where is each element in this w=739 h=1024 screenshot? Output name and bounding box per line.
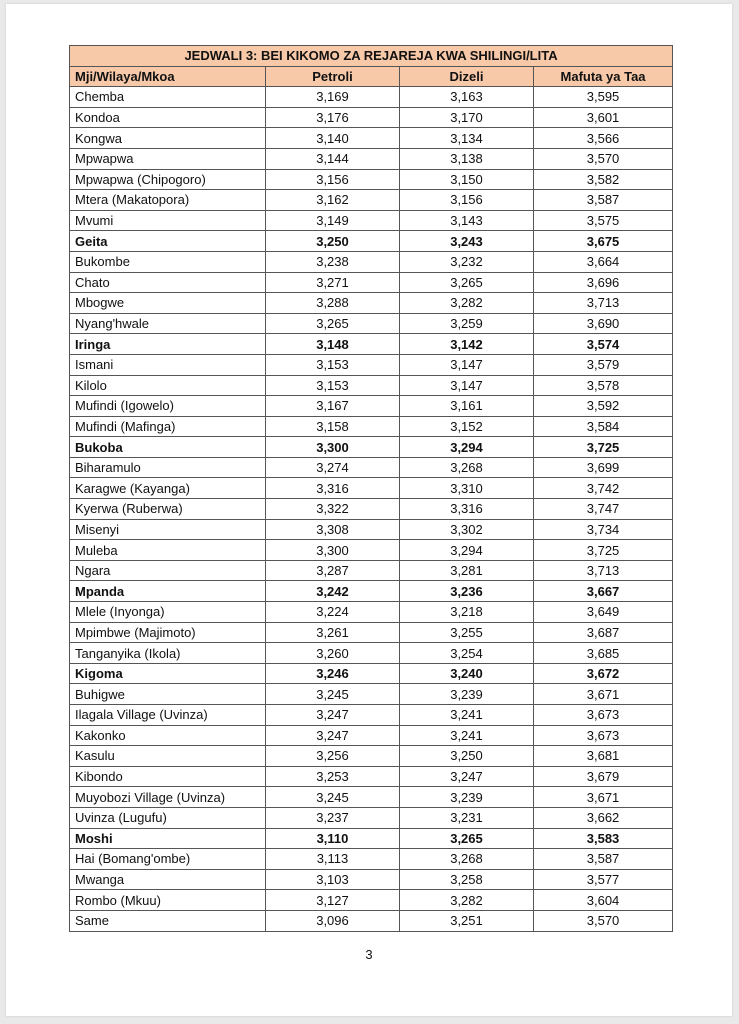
table-row xyxy=(70,910,673,931)
cell-mafuta-ya-taa: 3,583 xyxy=(534,828,673,849)
cell-location: Geita xyxy=(70,231,266,252)
table-row xyxy=(70,684,673,705)
cell-petroli: 3,247 xyxy=(266,725,400,746)
cell-petroli: 3,140 xyxy=(266,128,400,149)
cell-mafuta-ya-taa: 3,578 xyxy=(534,375,673,396)
cell-dizeli: 3,163 xyxy=(400,87,534,108)
cell-petroli: 3,287 xyxy=(266,560,400,581)
cell-dizeli: 3,255 xyxy=(400,622,534,643)
cell-dizeli: 3,268 xyxy=(400,849,534,870)
cell-petroli: 3,238 xyxy=(266,251,400,272)
cell-petroli: 3,162 xyxy=(266,190,400,211)
cell-petroli: 3,271 xyxy=(266,272,400,293)
cell-mafuta-ya-taa: 3,570 xyxy=(534,148,673,169)
page-number: 3 xyxy=(365,947,373,962)
table-row xyxy=(70,499,673,520)
cell-mafuta-ya-taa: 3,679 xyxy=(534,766,673,787)
cell-dizeli: 3,150 xyxy=(400,169,534,190)
cell-dizeli: 3,218 xyxy=(400,602,534,623)
table-row xyxy=(70,766,673,787)
table-row xyxy=(70,869,673,890)
table-row xyxy=(70,416,673,437)
cell-petroli: 3,158 xyxy=(266,416,400,437)
table-body xyxy=(70,87,673,931)
cell-location: Mbogwe xyxy=(70,293,266,314)
cell-location: Mufindi (Mafinga) xyxy=(70,416,266,437)
cell-petroli: 3,096 xyxy=(266,910,400,931)
cell-petroli: 3,169 xyxy=(266,87,400,108)
cell-location: Mwanga xyxy=(70,869,266,890)
cell-mafuta-ya-taa: 3,725 xyxy=(534,540,673,561)
cell-petroli: 3,260 xyxy=(266,643,400,664)
cell-location: Kigoma xyxy=(70,663,266,684)
cell-location: Same xyxy=(70,910,266,931)
cell-mafuta-ya-taa: 3,579 xyxy=(534,354,673,375)
cell-petroli: 3,153 xyxy=(266,354,400,375)
cell-dizeli: 3,152 xyxy=(400,416,534,437)
cell-mafuta-ya-taa: 3,667 xyxy=(534,581,673,602)
table-row xyxy=(70,705,673,726)
cell-dizeli: 3,243 xyxy=(400,231,534,252)
cell-location: Muleba xyxy=(70,540,266,561)
cell-petroli: 3,176 xyxy=(266,107,400,128)
cell-dizeli: 3,138 xyxy=(400,148,534,169)
table-row xyxy=(70,643,673,664)
cell-mafuta-ya-taa: 3,687 xyxy=(534,622,673,643)
cell-mafuta-ya-taa: 3,649 xyxy=(534,602,673,623)
cell-location: Rombo (Mkuu) xyxy=(70,890,266,911)
cell-petroli: 3,110 xyxy=(266,828,400,849)
cell-petroli: 3,250 xyxy=(266,231,400,252)
cell-location: Karagwe (Kayanga) xyxy=(70,478,266,499)
cell-location: Mpwapwa xyxy=(70,148,266,169)
cell-petroli: 3,148 xyxy=(266,334,400,355)
cell-location: Bukombe xyxy=(70,251,266,272)
cell-location: Ismani xyxy=(70,354,266,375)
cell-location: Bukoba xyxy=(70,437,266,458)
table-row xyxy=(70,190,673,211)
cell-dizeli: 3,147 xyxy=(400,354,534,375)
table-row xyxy=(70,375,673,396)
cell-dizeli: 3,156 xyxy=(400,190,534,211)
cell-petroli: 3,308 xyxy=(266,519,400,540)
cell-petroli: 3,247 xyxy=(266,705,400,726)
cell-mafuta-ya-taa: 3,685 xyxy=(534,643,673,664)
cell-location: Kilolo xyxy=(70,375,266,396)
cell-mafuta-ya-taa: 3,601 xyxy=(534,107,673,128)
table-row xyxy=(70,787,673,808)
cell-location: Chato xyxy=(70,272,266,293)
header-location: Mji/Wilaya/Mkoa xyxy=(70,66,266,87)
cell-dizeli: 3,232 xyxy=(400,251,534,272)
cell-location: Mpwapwa (Chipogoro) xyxy=(70,169,266,190)
cell-mafuta-ya-taa: 3,577 xyxy=(534,869,673,890)
table-row xyxy=(70,725,673,746)
cell-mafuta-ya-taa: 3,742 xyxy=(534,478,673,499)
table-row-region xyxy=(70,334,673,355)
table-title: JEDWALI 3: BEI KIKOMO ZA REJAREJA KWA SHILINGI/LITA xyxy=(70,46,673,67)
header-petroli: Petroli xyxy=(266,66,400,87)
cell-dizeli: 3,250 xyxy=(400,746,534,767)
cell-dizeli: 3,142 xyxy=(400,334,534,355)
cell-location: Mufindi (Igowelo) xyxy=(70,396,266,417)
cell-petroli: 3,156 xyxy=(266,169,400,190)
table-title-row xyxy=(70,46,673,67)
cell-dizeli: 3,231 xyxy=(400,807,534,828)
cell-petroli: 3,224 xyxy=(266,602,400,623)
table-row-region xyxy=(70,437,673,458)
cell-location: Ilagala Village (Uvinza) xyxy=(70,705,266,726)
cell-location: Misenyi xyxy=(70,519,266,540)
table-row xyxy=(70,210,673,231)
table-row xyxy=(70,890,673,911)
cell-dizeli: 3,282 xyxy=(400,293,534,314)
cell-dizeli: 3,240 xyxy=(400,663,534,684)
cell-mafuta-ya-taa: 3,696 xyxy=(534,272,673,293)
cell-location: Kasulu xyxy=(70,746,266,767)
cell-mafuta-ya-taa: 3,747 xyxy=(534,499,673,520)
table-row xyxy=(70,272,673,293)
cell-mafuta-ya-taa: 3,681 xyxy=(534,746,673,767)
table-row xyxy=(70,457,673,478)
cell-petroli: 3,300 xyxy=(266,437,400,458)
cell-petroli: 3,113 xyxy=(266,849,400,870)
cell-dizeli: 3,241 xyxy=(400,725,534,746)
cell-petroli: 3,253 xyxy=(266,766,400,787)
cell-dizeli: 3,170 xyxy=(400,107,534,128)
table-row xyxy=(70,746,673,767)
cell-location: Mpimbwe (Majimoto) xyxy=(70,622,266,643)
cell-petroli: 3,149 xyxy=(266,210,400,231)
cell-petroli: 3,245 xyxy=(266,787,400,808)
cell-mafuta-ya-taa: 3,713 xyxy=(534,293,673,314)
cell-petroli: 3,245 xyxy=(266,684,400,705)
cell-mafuta-ya-taa: 3,734 xyxy=(534,519,673,540)
cell-mafuta-ya-taa: 3,575 xyxy=(534,210,673,231)
table-row xyxy=(70,169,673,190)
cell-location: Kibondo xyxy=(70,766,266,787)
cell-location: Chemba xyxy=(70,87,266,108)
table-row xyxy=(70,396,673,417)
cell-dizeli: 3,259 xyxy=(400,313,534,334)
cell-petroli: 3,261 xyxy=(266,622,400,643)
cell-dizeli: 3,241 xyxy=(400,705,534,726)
cell-dizeli: 3,282 xyxy=(400,890,534,911)
cell-petroli: 3,153 xyxy=(266,375,400,396)
cell-location: Uvinza (Lugufu) xyxy=(70,807,266,828)
cell-mafuta-ya-taa: 3,587 xyxy=(534,190,673,211)
cell-mafuta-ya-taa: 3,671 xyxy=(534,787,673,808)
table-row xyxy=(70,293,673,314)
cell-dizeli: 3,236 xyxy=(400,581,534,602)
cell-location: Biharamulo xyxy=(70,457,266,478)
cell-mafuta-ya-taa: 3,673 xyxy=(534,725,673,746)
cell-location: Tanganyika (Ikola) xyxy=(70,643,266,664)
cell-mafuta-ya-taa: 3,672 xyxy=(534,663,673,684)
cell-location: Nyang'hwale xyxy=(70,313,266,334)
cell-petroli: 3,242 xyxy=(266,581,400,602)
cell-mafuta-ya-taa: 3,664 xyxy=(534,251,673,272)
cell-mafuta-ya-taa: 3,713 xyxy=(534,560,673,581)
cell-location: Mlele (Inyonga) xyxy=(70,602,266,623)
cell-location: Iringa xyxy=(70,334,266,355)
cell-location: Buhigwe xyxy=(70,684,266,705)
cell-mafuta-ya-taa: 3,671 xyxy=(534,684,673,705)
cell-dizeli: 3,247 xyxy=(400,766,534,787)
cell-location: Moshi xyxy=(70,828,266,849)
table-row xyxy=(70,251,673,272)
cell-petroli: 3,322 xyxy=(266,499,400,520)
table-row xyxy=(70,107,673,128)
table-row xyxy=(70,313,673,334)
cell-dizeli: 3,310 xyxy=(400,478,534,499)
cell-mafuta-ya-taa: 3,574 xyxy=(534,334,673,355)
cell-petroli: 3,237 xyxy=(266,807,400,828)
cell-mafuta-ya-taa: 3,662 xyxy=(534,807,673,828)
table-row-region xyxy=(70,828,673,849)
cell-mafuta-ya-taa: 3,584 xyxy=(534,416,673,437)
cell-mafuta-ya-taa: 3,582 xyxy=(534,169,673,190)
cell-petroli: 3,265 xyxy=(266,313,400,334)
cell-mafuta-ya-taa: 3,725 xyxy=(534,437,673,458)
cell-dizeli: 3,239 xyxy=(400,684,534,705)
table-row-region xyxy=(70,581,673,602)
cell-location: Mvumi xyxy=(70,210,266,231)
table-row xyxy=(70,87,673,108)
cell-dizeli: 3,147 xyxy=(400,375,534,396)
cell-petroli: 3,167 xyxy=(266,396,400,417)
header-mafuta-ya-taa: Mafuta ya Taa xyxy=(534,66,673,87)
cell-dizeli: 3,294 xyxy=(400,540,534,561)
cell-dizeli: 3,161 xyxy=(400,396,534,417)
cell-mafuta-ya-taa: 3,592 xyxy=(534,396,673,417)
cell-dizeli: 3,134 xyxy=(400,128,534,149)
cell-mafuta-ya-taa: 3,570 xyxy=(534,910,673,931)
table-row xyxy=(70,354,673,375)
cell-dizeli: 3,316 xyxy=(400,499,534,520)
cell-location: Ngara xyxy=(70,560,266,581)
cell-petroli: 3,103 xyxy=(266,869,400,890)
cell-mafuta-ya-taa: 3,595 xyxy=(534,87,673,108)
table-row xyxy=(70,560,673,581)
cell-petroli: 3,274 xyxy=(266,457,400,478)
cell-petroli: 3,144 xyxy=(266,148,400,169)
cell-dizeli: 3,239 xyxy=(400,787,534,808)
table-row xyxy=(70,807,673,828)
cell-dizeli: 3,294 xyxy=(400,437,534,458)
cell-mafuta-ya-taa: 3,675 xyxy=(534,231,673,252)
fuel-price-table xyxy=(69,45,673,932)
cell-mafuta-ya-taa: 3,690 xyxy=(534,313,673,334)
cell-dizeli: 3,251 xyxy=(400,910,534,931)
cell-location: Kyerwa (Ruberwa) xyxy=(70,499,266,520)
header-dizeli: Dizeli xyxy=(400,66,534,87)
table-row xyxy=(70,602,673,623)
table-row xyxy=(70,128,673,149)
table-row-region xyxy=(70,663,673,684)
cell-dizeli: 3,265 xyxy=(400,828,534,849)
cell-petroli: 3,127 xyxy=(266,890,400,911)
cell-location: Kondoa xyxy=(70,107,266,128)
cell-petroli: 3,246 xyxy=(266,663,400,684)
cell-dizeli: 3,302 xyxy=(400,519,534,540)
cell-dizeli: 3,254 xyxy=(400,643,534,664)
cell-mafuta-ya-taa: 3,587 xyxy=(534,849,673,870)
table-row xyxy=(70,478,673,499)
cell-mafuta-ya-taa: 3,566 xyxy=(534,128,673,149)
cell-location: Kakonko xyxy=(70,725,266,746)
table-row xyxy=(70,519,673,540)
table-row xyxy=(70,849,673,870)
cell-petroli: 3,256 xyxy=(266,746,400,767)
cell-petroli: 3,300 xyxy=(266,540,400,561)
cell-dizeli: 3,265 xyxy=(400,272,534,293)
table-row xyxy=(70,148,673,169)
table-row xyxy=(70,540,673,561)
cell-location: Muyobozi Village (Uvinza) xyxy=(70,787,266,808)
table-row xyxy=(70,622,673,643)
table-header-row xyxy=(70,66,673,87)
cell-dizeli: 3,268 xyxy=(400,457,534,478)
cell-petroli: 3,288 xyxy=(266,293,400,314)
cell-mafuta-ya-taa: 3,673 xyxy=(534,705,673,726)
cell-location: Kongwa xyxy=(70,128,266,149)
cell-dizeli: 3,143 xyxy=(400,210,534,231)
cell-mafuta-ya-taa: 3,604 xyxy=(534,890,673,911)
cell-dizeli: 3,281 xyxy=(400,560,534,581)
cell-location: Hai (Bomang'ombe) xyxy=(70,849,266,870)
cell-location: Mpanda xyxy=(70,581,266,602)
cell-mafuta-ya-taa: 3,699 xyxy=(534,457,673,478)
cell-dizeli: 3,258 xyxy=(400,869,534,890)
cell-petroli: 3,316 xyxy=(266,478,400,499)
table-row-region xyxy=(70,231,673,252)
cell-location: Mtera (Makatopora) xyxy=(70,190,266,211)
document-page xyxy=(6,4,732,1016)
